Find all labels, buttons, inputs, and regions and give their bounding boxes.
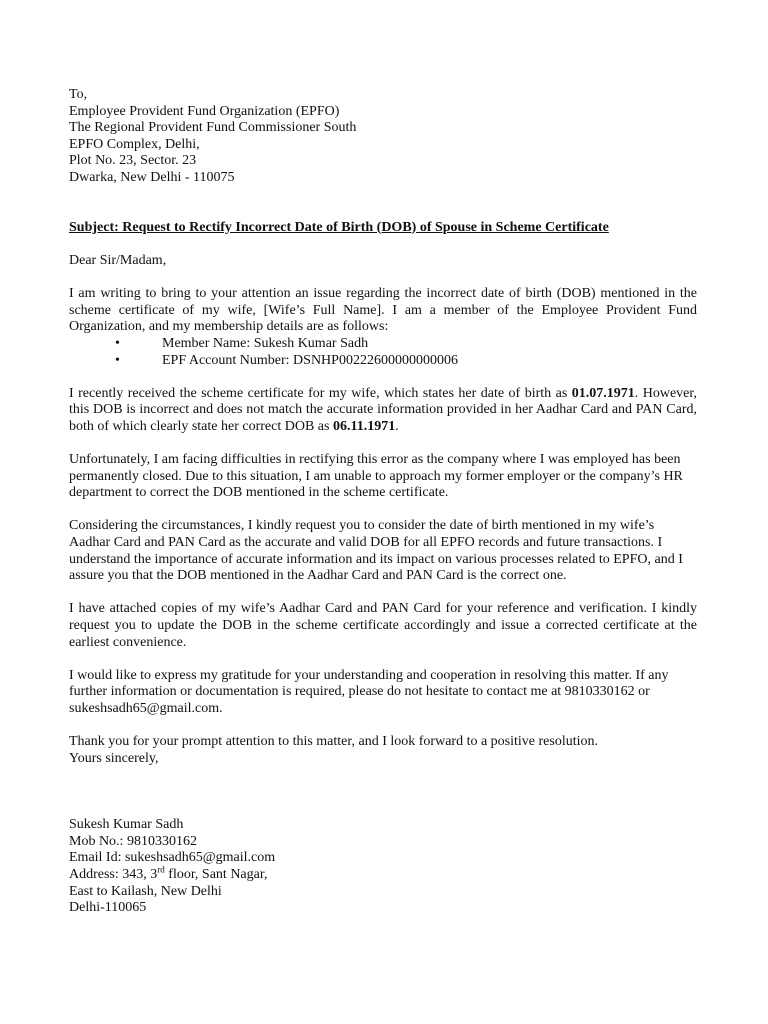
paragraph-attachments: I have attached copies of my wife’s Aadhar Card and PAN Card for your reference and verification. I kindly request you to update the DOB in the scheme certificate accordingly and issue a corrected certificate at the earliest convenience. <box>69 601 697 650</box>
closing-line: Thank you for your prompt attention to this matter, and I look forward to a positive resolution. <box>69 734 598 750</box>
paragraph-text: . However, this DOB is incorrect and does not match the accurate information provided in her Aadhar Card and PAN Card, both of which clearly state her correct DOB as <box>69 385 697 434</box>
signature-mobile: Mob No.: 9810330162 <box>69 833 197 849</box>
paragraph-request: Considering the circumstances, I kindly request you to consider the date of birth mentioned in my wife’s Aadhar Card and PAN Card as the accurate and valid DOB for all EPFO records and future transactions. I understand the importance of accurate information and its impact on various processes related to EPFO, and I assure you that the DOB mentioned in the Aadhar Card and PAN Card is the correct one. <box>69 518 683 584</box>
list-item <box>69 353 697 370</box>
paragraph-difficulties: Unfortunately, I am facing difficulties in rectifying this error as the company where I was employed has been permanently closed. Due to this situation, I am unable to approach my former employer or the company’s HR department to correct the DOB mentioned in the scheme certificate. <box>69 452 683 501</box>
paragraph-text: . <box>395 418 399 434</box>
member-details-list <box>69 336 697 369</box>
wrong-dob: 01.07.1971 <box>571 385 635 401</box>
recipient-line: The Regional Provident Fund Commissioner South <box>69 120 357 136</box>
recipient-line: Employee Provident Fund Organization (EPFO) <box>69 103 340 119</box>
recipient-to: To, <box>69 87 88 102</box>
paragraph-gratitude: I would like to express my gratitude for your understanding and cooperation in resolving this matter. If any further information or documentation is required, please do not hesitate to contact me at 9810330162 or sukeshsadh65@gmail.com. <box>69 667 669 716</box>
valediction: Yours sincerely, <box>69 750 159 766</box>
letter-body <box>69 87 697 917</box>
recipient-line: Plot No. 23, Sector. 23 <box>69 153 197 169</box>
signature-address <box>69 864 697 884</box>
member-name: Member Name: Sukesh Kumar Sadh <box>162 335 369 351</box>
greeting: Dear Sir/Madam, <box>69 252 167 268</box>
bullet-icon: • <box>115 352 120 368</box>
signature-address-line: Delhi-110065 <box>69 900 147 916</box>
bullet-icon: • <box>115 335 120 351</box>
paragraph-intro: I am writing to bring to your attention an issue regarding the incorrect date of birth (DOB) mentioned in the scheme certificate of my wife, [Wife’s Full Name]. I am a member of the Employee Provident Fund Organization, and my membership details are as follows: <box>69 286 697 335</box>
recipient-block <box>69 87 697 187</box>
paragraph-text: I recently received the scheme certificate for my wife, which states her date of birth as <box>69 385 572 401</box>
signature-name: Sukesh Kumar Sadh <box>69 817 184 833</box>
signature-email: Email Id: sukeshsadh65@gmail.com <box>69 850 276 866</box>
address-superscript: rd <box>157 864 165 875</box>
subject-line: Subject: Request to Rectify Incorrect Date of Birth (DOB) of Spouse in Scheme Certificate <box>69 219 609 235</box>
epf-account-number: EPF Account Number: DSNHP00222600000000006 <box>162 352 458 368</box>
signature-block <box>69 817 697 917</box>
address-text: Address: 343, 3 <box>69 866 158 882</box>
address-text: floor, Sant Nagar, <box>164 866 268 882</box>
list-item <box>69 336 697 353</box>
signature-address-line: East to Kailash, New Delhi <box>69 883 222 899</box>
recipient-line: Dwarka, New Delhi - 110075 <box>69 169 235 185</box>
recipient-line: EPFO Complex, Delhi, <box>69 136 200 152</box>
paragraph-dob-issue <box>69 386 697 436</box>
correct-dob: 06.11.1971 <box>332 418 396 434</box>
